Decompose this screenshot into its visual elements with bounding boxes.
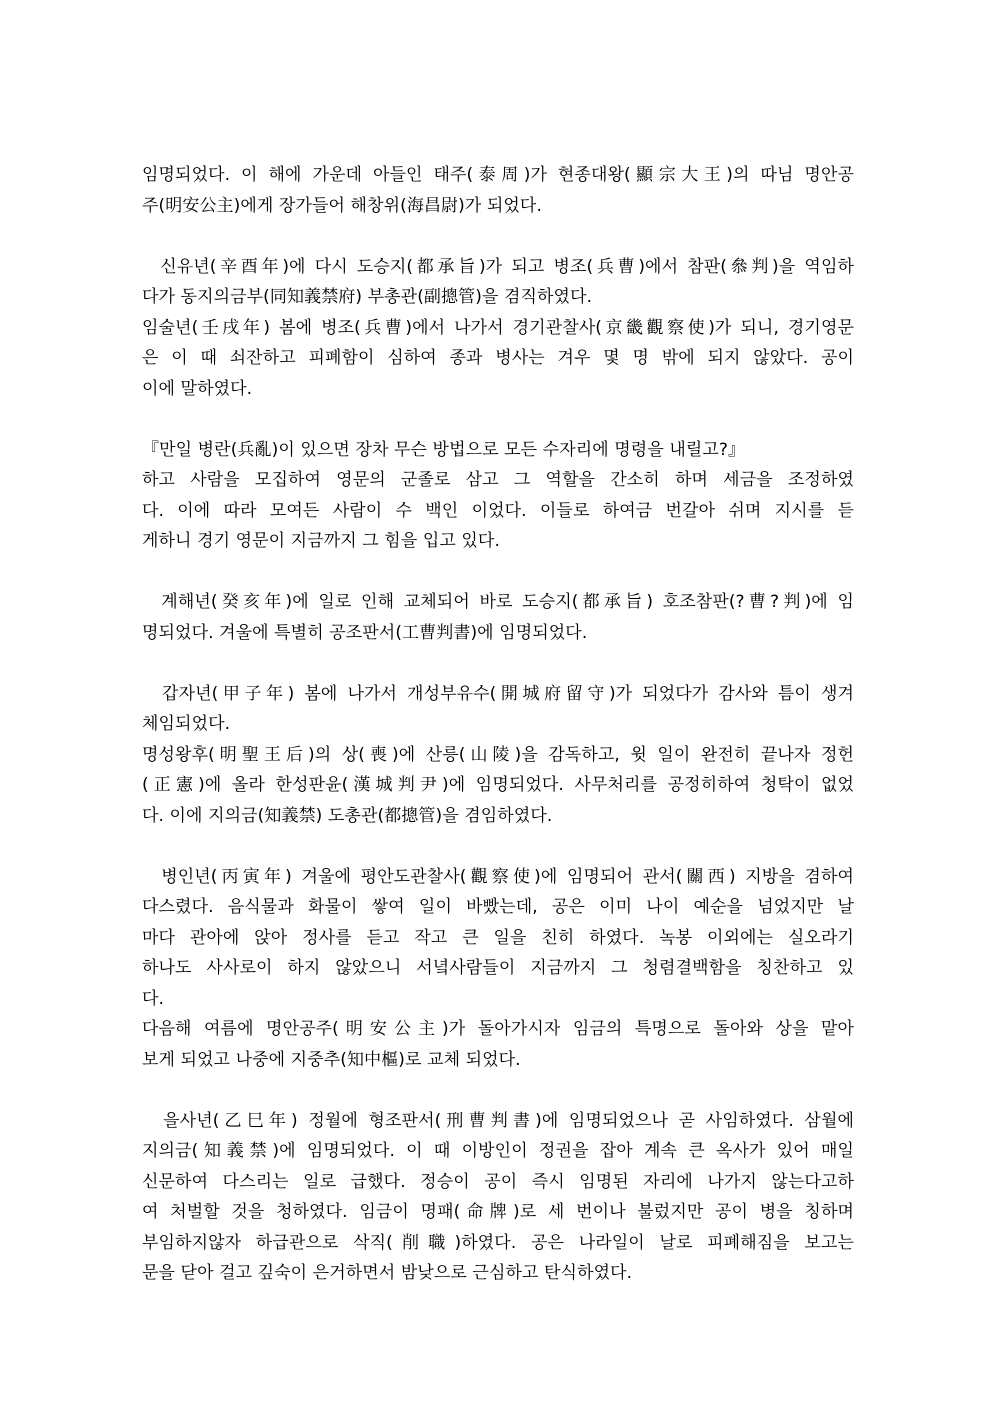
text-line: 계해년(癸亥年)에 일로 인해 교체되어 바로 도승지(都承旨) 호조참판(?曹?判)에 임 [142,592,854,612]
paragraph [142,435,854,557]
document-body [142,160,854,1289]
text-line: 『만일 병란(兵亂)이 있으면 장차 무슨 방법으로 모든 수자리에 명령을 내릴고?』 [142,439,746,460]
text-line: 갑자년(甲子年) 봄에 나가서 개성부유수(開城府留守)가 되었다가 감사와 틈이 생겨 [142,683,854,704]
text-line: 여 처벌할 것을 청하였다. 임금이 명패(命牌)로 세 번이나 불렀지만 공이 병을 칭하며 [142,1202,854,1222]
paragraph [142,679,854,832]
paragraph-gap [142,1075,854,1106]
paragraph-gap [142,831,854,862]
text-line: 명성왕후(明聖王后)의 상(喪)에 산릉(山陵)을 감독하고, 윗 일이 완전히 끝나자 정헌 [142,744,854,765]
text-line: 다가 동지의금부(同知義禁府) 부총관(副摠管)을 겸직하였다. [142,287,593,307]
text-line: 다. [142,988,165,1009]
paragraph-gap [142,221,854,252]
text-line: 문을 닫아 걸고 깊숙이 은거하면서 밤낮으로 근심하고 탄식하였다. [142,1263,633,1283]
text-line: 게하니 경기 영문이 지금까지 그 힘을 입고 있다. [142,531,500,551]
text-line: 부임하지않자 하급관으로 삭직(削職)하였다. 공은 나라일이 날로 피폐해짐을 보고는 [142,1232,854,1253]
text-line: (正憲)에 올라 한성판윤(漢城判尹)에 임명되었다. 사무처리를 공정히하여 청탁이 없었 [142,775,854,795]
paragraph [142,862,854,1076]
paragraph-gap [142,557,854,588]
text-line: 체임되었다. [142,714,231,734]
text-line: 하나도 사사로이 하지 않았으니 서녘사람들이 지금까지 그 청렴결백함을 칭찬하고 있 [142,958,854,978]
paragraph-gap [142,404,854,435]
paragraph [142,160,854,221]
text-line: 하고 사람을 모집하여 영문의 군졸로 삼고 그 역할을 간소히 하며 세금을 조정하였 [142,470,854,490]
text-line: 병인년(丙寅年) 겨울에 평안도관찰사(觀察使)에 임명되어 관서(關西) 지방을 겸하여 [142,866,854,887]
text-line: 다. 이에 지의금(知義禁) 도총관(都摠管)을 겸임하였다. [142,805,553,826]
text-line: 다음해 여름에 명안공주(明安公主)가 돌아가시자 임금의 특명으로 돌아와 상을 맡아 [142,1019,854,1039]
text-line: 신유년(辛酉年)에 다시 도승지(都承旨)가 되고 병조(兵曹)에서 참판(叅判)을 역임하 [142,256,854,277]
text-line: 이에 말하였다. [142,378,253,399]
text-line: 주(明安公主)에게 장가들어 해창위(海昌尉)가 되었다. [142,195,542,216]
paragraph [142,1106,854,1289]
paragraph [142,252,854,405]
paragraph-gap [142,648,854,679]
text-line: 마다 관아에 앉아 정사를 듣고 작고 큰 일을 친히 하였다. 녹봉 이외에는 실오라기 [142,927,854,948]
text-line: 지의금(知義禁)에 임명되었다. 이 때 이방인이 정권을 잡아 계속 큰 옥사가 있어 매일 [142,1141,855,1161]
text-line: 신문하여 다스리는 일로 급했다. 정승이 공이 즉시 임명된 자리에 나가지 않는다고하 [142,1171,854,1192]
text-line: 명되었다. 겨울에 특별히 공조판서(工曹判書)에 임명되었다. [142,622,588,643]
text-line: 은 이 때 쇠잔하고 피폐함이 심하여 종과 병사는 겨우 몇 명 밖에 되지 않았다. 공이 [142,348,854,368]
text-line: 임명되었다. 이 해에 가운데 아들인 태주(泰周)가 현종대왕(顯宗大王)의 따님 명안공 [142,165,854,185]
text-line: 보게 되었고 나중에 지중추(知中樞)로 교체 되었다. [142,1049,521,1070]
text-line: 다. 이에 따라 모여든 사람이 수 백인 이었다. 이들로 하여금 번갈아 쉬며 지시를 듣 [142,500,854,521]
text-line: 임술년(壬戌年) 봄에 병조(兵曹)에서 나가서 경기관찰사(京畿觀察使)가 되니, 경기영문 [142,317,854,338]
paragraph [142,587,854,648]
text-line: 을사년(乙巳年) 정월에 형조판서(刑曹判書)에 임명되었으나 곧 사임하였다. 삼월에 [142,1110,854,1131]
text-line: 다스렸다. 음식물과 화물이 쌓여 일이 바빴는데, 공은 이미 나이 예순을 넘었지만 날 [142,897,854,917]
